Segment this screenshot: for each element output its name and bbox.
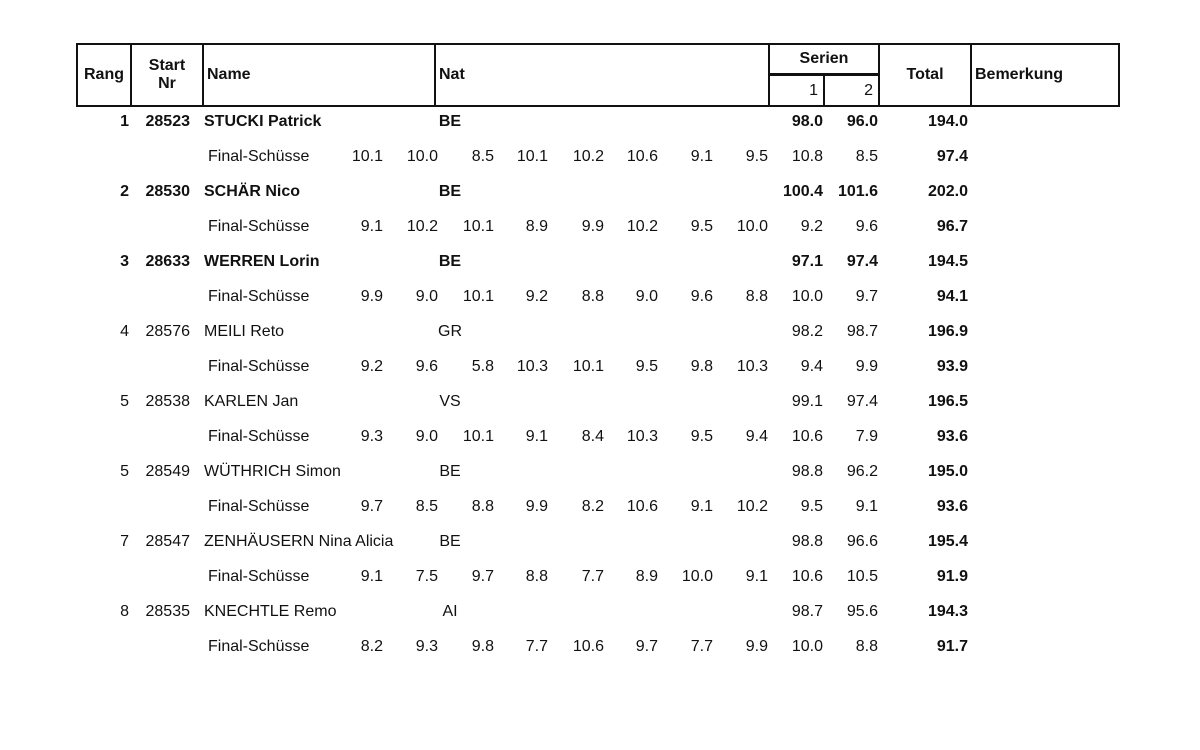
shot-value: 9.5	[800, 498, 823, 515]
name-cell: WÜTHRICH Simon	[204, 463, 341, 480]
shot-value: 9.0	[415, 428, 438, 445]
start-nr-cell: 28538	[145, 393, 190, 410]
nat-cell: BE	[439, 533, 461, 550]
shot-value: 8.2	[360, 638, 383, 655]
shot-value: 8.5	[415, 498, 438, 515]
name-cell: SCHÄR Nico	[204, 183, 301, 200]
serie-1-cell: 98.8	[791, 463, 823, 480]
final-shots-row	[0, 139, 1200, 174]
shot-value: 9.2	[800, 218, 823, 235]
nat-cell: BE	[439, 463, 461, 480]
shot-value: 5.8	[471, 358, 494, 375]
final-shots-row	[0, 629, 1200, 664]
shot-value: 9.1	[525, 428, 548, 445]
serie-2-cell: 101.6	[837, 183, 878, 200]
serie-1-cell: 97.1	[791, 253, 823, 270]
shot-value: 10.1	[572, 358, 604, 375]
shot-value: 10.1	[462, 428, 494, 445]
shot-value: 9.7	[635, 638, 658, 655]
total-cell: 196.9	[927, 323, 968, 340]
rang-cell: 5	[120, 393, 129, 410]
serie-1-cell: 98.8	[791, 533, 823, 550]
shot-value: 9.0	[415, 288, 438, 305]
serie-1-cell: 100.4	[782, 183, 823, 200]
final-shots-label: Final-Schüsse	[208, 568, 310, 585]
serie-2-cell: 98.7	[846, 323, 878, 340]
athlete-row	[0, 384, 1200, 419]
shot-value: 8.8	[525, 568, 548, 585]
shot-value: 9.1	[360, 218, 383, 235]
shot-value: 9.2	[525, 288, 548, 305]
final-shots-row	[0, 349, 1200, 384]
start-nr-cell: 28576	[145, 323, 190, 340]
total-cell: 195.4	[927, 533, 968, 550]
shot-value: 9.6	[855, 218, 878, 235]
final-shots-label: Final-Schüsse	[208, 148, 310, 165]
shot-value: 9.8	[471, 638, 494, 655]
shot-value: 9.5	[635, 358, 658, 375]
header-total: Total	[880, 45, 972, 105]
shot-value: 8.8	[581, 288, 604, 305]
shot-value: 10.0	[791, 288, 823, 305]
shot-value: 9.7	[855, 288, 878, 305]
shot-value: 10.0	[791, 638, 823, 655]
shot-value: 10.6	[791, 428, 823, 445]
shot-value: 10.5	[846, 568, 878, 585]
serie-1-cell: 99.1	[791, 393, 823, 410]
final-shots-row	[0, 419, 1200, 454]
header-start-nr-line1: Start	[148, 57, 186, 74]
shot-value: 9.7	[360, 498, 383, 515]
shot-value: 10.3	[516, 358, 548, 375]
rang-cell: 8	[120, 603, 129, 620]
shot-value: 8.8	[855, 638, 878, 655]
athlete-row	[0, 454, 1200, 489]
serie-1-cell: 98.2	[791, 323, 823, 340]
serie-1-cell: 98.7	[791, 603, 823, 620]
shot-value: 7.7	[581, 568, 604, 585]
shot-value: 8.5	[471, 148, 494, 165]
final-shots-row	[0, 489, 1200, 524]
total-cell: 202.0	[927, 183, 968, 200]
final-shots-total: 91.7	[936, 638, 968, 655]
rang-cell: 7	[120, 533, 129, 550]
shot-value: 8.9	[525, 218, 548, 235]
athlete-row	[0, 314, 1200, 349]
nat-cell: AI	[442, 603, 458, 620]
shot-value: 10.1	[351, 148, 383, 165]
start-nr-cell: 28523	[145, 113, 190, 130]
start-nr-cell: 28547	[145, 533, 190, 550]
total-cell: 195.0	[927, 463, 968, 480]
shot-value: 8.9	[635, 568, 658, 585]
name-cell: WERREN Lorin	[204, 253, 320, 270]
shot-value: 7.7	[525, 638, 548, 655]
final-shots-total: 94.1	[936, 288, 968, 305]
shot-value: 8.8	[745, 288, 768, 305]
shot-value: 9.2	[360, 358, 383, 375]
nat-cell: BE	[438, 113, 462, 130]
shot-value: 9.0	[635, 288, 658, 305]
nat-cell: GR	[438, 323, 462, 340]
header-nat: Nat	[436, 45, 770, 105]
shot-value: 9.9	[525, 498, 548, 515]
shot-value: 9.1	[690, 498, 713, 515]
shot-value: 7.7	[690, 638, 713, 655]
header-serie-1: 1	[770, 76, 825, 105]
header-bemerkung: Bemerkung	[975, 66, 1064, 83]
shot-value: 10.6	[572, 638, 604, 655]
athlete-row	[0, 524, 1200, 559]
header-rang: Rang	[78, 45, 132, 105]
nat-cell: BE	[438, 183, 462, 200]
shot-value: 9.6	[415, 358, 438, 375]
shot-value: 10.0	[406, 148, 438, 165]
rang-cell: 5	[120, 463, 129, 480]
serie-2-cell: 97.4	[846, 393, 878, 410]
rang-cell: 4	[120, 323, 129, 340]
header-serien-label: Serien	[770, 45, 878, 76]
total-cell: 194.5	[927, 253, 968, 270]
total-cell: 196.5	[927, 393, 968, 410]
name-cell: MEILI Reto	[204, 323, 285, 340]
shot-value: 9.1	[690, 148, 713, 165]
shot-value: 9.1	[855, 498, 878, 515]
athlete-row	[0, 594, 1200, 629]
shot-value: 10.2	[406, 218, 438, 235]
shot-value: 10.6	[626, 148, 658, 165]
header-serien	[770, 45, 880, 105]
shot-value: 10.1	[516, 148, 548, 165]
shot-value: 9.5	[690, 428, 713, 445]
start-nr-cell: 28530	[145, 183, 190, 200]
athlete-row	[0, 174, 1200, 209]
shot-value: 7.5	[415, 568, 438, 585]
final-shots-label: Final-Schüsse	[208, 638, 310, 655]
results-table-header	[76, 43, 1120, 107]
serie-2-cell: 96.0	[846, 113, 878, 130]
final-shots-label: Final-Schüsse	[208, 218, 310, 235]
final-shots-total: 93.6	[936, 498, 968, 515]
shot-value: 9.3	[415, 638, 438, 655]
final-shots-label: Final-Schüsse	[208, 358, 310, 375]
final-shots-row	[0, 209, 1200, 244]
total-cell: 194.3	[927, 603, 968, 620]
shot-value: 7.9	[855, 428, 878, 445]
shot-value: 9.9	[745, 638, 768, 655]
shot-value: 8.8	[471, 498, 494, 515]
final-shots-total: 93.6	[936, 428, 968, 445]
athlete-row	[0, 104, 1200, 139]
serie-2-cell: 96.6	[846, 533, 878, 550]
shot-value: 9.8	[690, 358, 713, 375]
shot-value: 9.9	[581, 218, 604, 235]
final-shots-label: Final-Schüsse	[208, 498, 310, 515]
final-shots-label: Final-Schüsse	[208, 428, 310, 445]
final-shots-total: 96.7	[936, 218, 968, 235]
name-cell: KNECHTLE Remo	[204, 603, 337, 620]
shot-value: 9.3	[360, 428, 383, 445]
nat-cell: BE	[438, 253, 462, 270]
shot-value: 10.2	[572, 148, 604, 165]
rang-cell: 2	[120, 183, 129, 200]
name-cell: KARLEN Jan	[204, 393, 299, 410]
serie-2-cell: 96.2	[846, 463, 878, 480]
header-name: Name	[204, 45, 436, 105]
start-nr-cell: 28633	[145, 253, 190, 270]
shot-value: 10.6	[791, 568, 823, 585]
shot-value: 9.7	[471, 568, 494, 585]
shot-value: 9.1	[745, 568, 768, 585]
shot-value: 10.2	[626, 218, 658, 235]
header-start-nr-line2: Nr	[158, 75, 176, 92]
shot-value: 9.1	[360, 568, 383, 585]
serie-1-cell: 98.0	[791, 113, 823, 130]
shot-value: 9.9	[360, 288, 383, 305]
shot-value: 10.1	[462, 218, 494, 235]
final-shots-row	[0, 559, 1200, 594]
name-cell: ZENHÄUSERN Nina Alicia	[204, 533, 394, 550]
shot-value: 9.5	[745, 148, 768, 165]
rang-cell: 1	[120, 113, 129, 130]
shot-value: 8.5	[855, 148, 878, 165]
shot-value: 9.5	[690, 218, 713, 235]
final-shots-total: 97.4	[936, 148, 968, 165]
header-serie-2: 2	[864, 81, 873, 99]
shot-value: 9.4	[800, 358, 823, 375]
shot-value: 10.3	[626, 428, 658, 445]
shot-value: 10.2	[736, 498, 768, 515]
final-shots-label: Final-Schüsse	[208, 288, 310, 305]
serie-2-cell: 95.6	[846, 603, 878, 620]
final-shots-total: 91.9	[936, 568, 968, 585]
shot-value: 10.6	[626, 498, 658, 515]
shot-value: 10.8	[791, 148, 823, 165]
shot-value: 9.4	[745, 428, 768, 445]
shot-value: 10.0	[681, 568, 713, 585]
total-cell: 194.0	[927, 113, 968, 130]
header-start-nr	[132, 45, 204, 105]
shot-value: 9.6	[690, 288, 713, 305]
start-nr-cell: 28535	[145, 603, 190, 620]
athlete-row	[0, 244, 1200, 279]
name-cell: STUCKI Patrick	[204, 113, 322, 130]
shot-value: 10.3	[736, 358, 768, 375]
nat-cell: VS	[439, 393, 461, 410]
serie-2-cell: 97.4	[846, 253, 878, 270]
start-nr-cell: 28549	[145, 463, 190, 480]
rang-cell: 3	[120, 253, 129, 270]
final-shots-row	[0, 279, 1200, 314]
shot-value: 10.1	[462, 288, 494, 305]
shot-value: 9.9	[855, 358, 878, 375]
shot-value: 10.0	[736, 218, 768, 235]
final-shots-total: 93.9	[936, 358, 968, 375]
shot-value: 8.4	[581, 428, 604, 445]
shot-value: 8.2	[581, 498, 604, 515]
